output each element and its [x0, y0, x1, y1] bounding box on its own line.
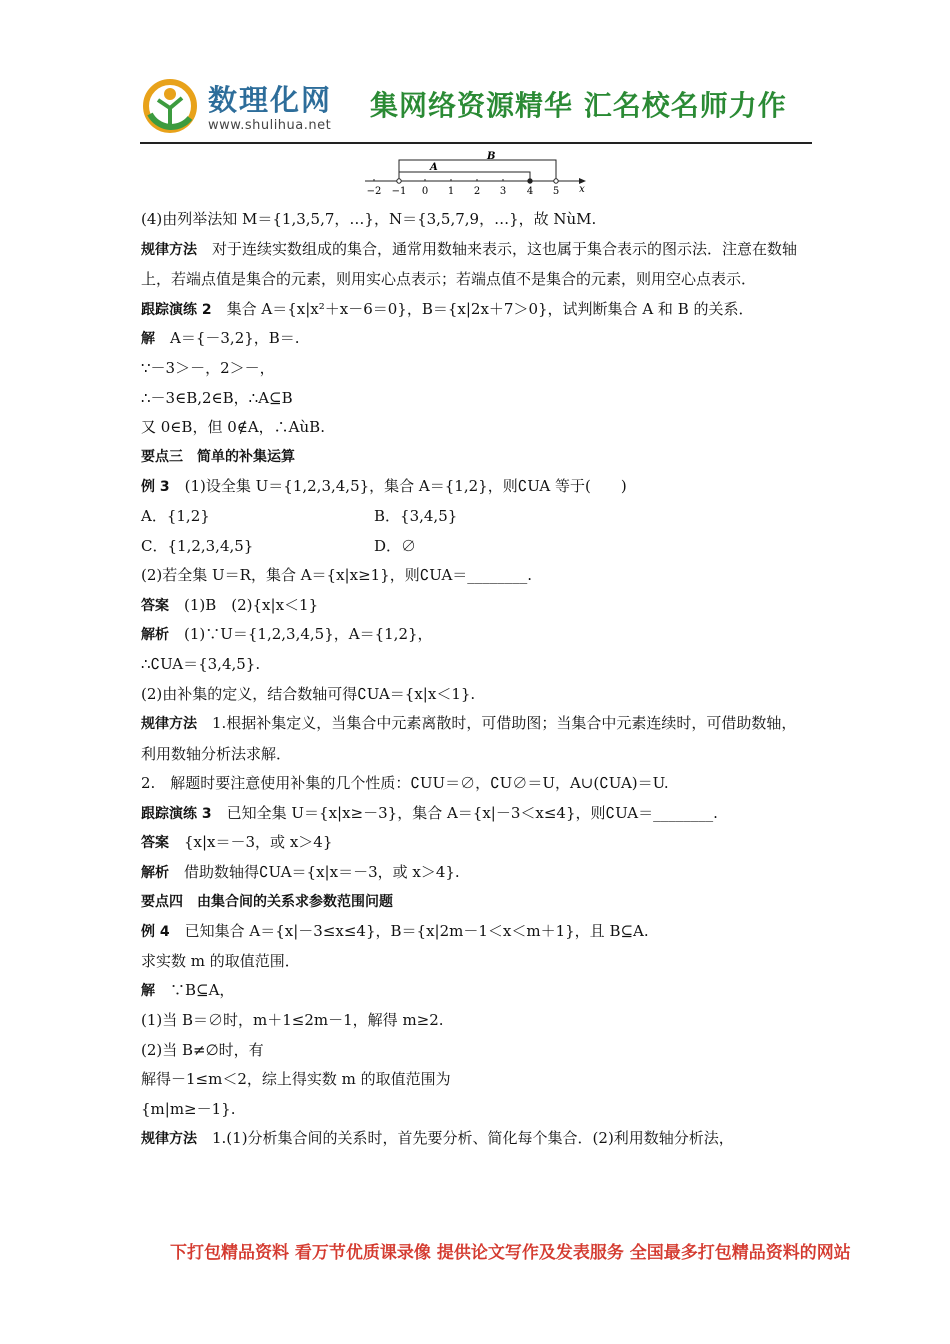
analysis-line [141, 858, 811, 888]
tick-label: −2 [366, 186, 382, 197]
tick-label: 0 [421, 186, 429, 197]
tick-label: 5 [552, 186, 560, 197]
method-paragraph [141, 235, 811, 295]
footer-banner[interactable]: 下打包精品资料 看万节优质课录像 提供论文写作及发表服务 全国最多打包精品资料的网站 [170, 1243, 851, 1263]
section-label: 解析 [141, 627, 169, 644]
analysis-line [141, 620, 811, 650]
section-label: 答案 [141, 597, 169, 614]
text-line: 解得－1≤m＜2，综上得实数 m 的取值范围为 [141, 1070, 451, 1089]
section-heading: 要点三 简单的补集运算 [141, 448, 295, 465]
text-line: 2. 解题时要注意使用补集的几个性质：∁UU＝∅，∁U∅＝U，A∪(∁UA)＝U. [141, 774, 669, 793]
text-line: {m|m≥－1}. [141, 1099, 236, 1118]
logo-icon [140, 74, 200, 134]
text-line: 已知集合 A＝{x|－3≤x≤4}，B＝{x|2m－1＜x＜m＋1}，且 B⊆A. [169, 922, 649, 941]
example-line [141, 472, 811, 502]
tick-label: 1 [447, 186, 455, 197]
section-label: 例 3 [141, 479, 170, 496]
text-line: (1)设全集 U＝{1,2,3,4,5}，集合 A＝{1,2}，则∁UA 等于( ) [169, 477, 627, 496]
section-label: 规律方法 [141, 1131, 197, 1148]
section-label: 解析 [141, 865, 169, 882]
text-line: (1)∵U＝{1,2,3,4,5}，A＝{1,2}， [169, 625, 433, 644]
answer-line [141, 591, 811, 621]
text-line: 对于连续实数组成的集合，通常用数轴来表示，这也属于集合表示的图示法．注意在数轴上，若端点值是集合的元素，则用实心点表示；若端点值不是集合的元素，则用空心点表示． [141, 239, 798, 289]
section-label: 跟踪演练 2 [141, 301, 212, 318]
tick-label: 2 [473, 186, 481, 197]
tick-label: 3 [499, 186, 507, 197]
section-label: 规律方法 [141, 241, 197, 258]
axis-label: x [579, 184, 585, 195]
solution-line [141, 324, 811, 354]
text-line: {x|x＝－3，或 x＞4} [169, 833, 333, 852]
option-a: A．{1,2} [141, 506, 210, 525]
solution-line [141, 976, 811, 1006]
text-line: ∴－3∈B,2∈B，∴A⊆B [141, 388, 293, 407]
set-b-label: B [487, 151, 496, 162]
brand-name: 数理化网 [208, 83, 333, 117]
number-line-diagram [360, 150, 600, 200]
text-line: 又 0∈B，但 0∉A，∴AùB. [141, 418, 325, 437]
text-line: A＝{－3,2}，B＝. [155, 329, 300, 348]
section-label: 解 [141, 983, 155, 1000]
section-label: 规律方法 [141, 716, 197, 733]
text-line: 1.(1)分析集合间的关系时，首先要分析、简化每个集合．(2)利用数轴分析法， [197, 1129, 734, 1148]
site-url[interactable]: www.shulihua.net [208, 118, 332, 133]
method-line [141, 1124, 811, 1154]
exercise-line [141, 799, 811, 829]
document-body [141, 205, 811, 1154]
text-line: (2)当 B≠∅时，有 [141, 1040, 264, 1059]
method-paragraph [141, 709, 811, 769]
text-line: ∵B⊆A， [155, 981, 235, 1000]
option-b: B．{3,4,5} [374, 506, 458, 525]
text-line: (1)B (2){x|x＜1} [169, 595, 319, 614]
text-line: 1.根据补集定义，当集合中元素离散时，可借助图；当集合中元素连续时，可借助数轴，利用数轴分析法求解． [141, 714, 797, 763]
answer-line [141, 828, 811, 858]
text-line: (2)若全集 U＝R，集合 A＝{x|x≥1}，则∁UA＝________. [141, 566, 533, 585]
text-line: 借助数轴得∁UA＝{x|x＝－3，或 x＞4}. [169, 863, 460, 882]
tick-label: 4 [526, 186, 534, 197]
tick-label: −1 [391, 186, 407, 197]
section-label: 解 [141, 331, 155, 348]
option-c: C．{1,2,3,4,5} [141, 536, 254, 555]
page-header [140, 70, 812, 142]
text-line: 已知全集 U＝{x|x≥－3}，集合 A＝{x|－3＜x≤4}，则∁UA＝________. [211, 803, 718, 822]
header-divider [140, 142, 812, 144]
text-line: 集合 A＝{x|x²＋x－6＝0}，B＝{x|2x＋7＞0}，试判断集合 A 和 B 的关系． [211, 299, 754, 318]
text-line: (4)由列举法知 M＝{1,3,5,7，…}，N＝{3,5,7,9，…}，故 NùM. [141, 210, 597, 228]
exercise-line [141, 295, 811, 325]
options-row [141, 532, 811, 562]
example-line [141, 917, 811, 947]
section-heading: 要点四 由集合间的关系求参数范围问题 [141, 893, 393, 910]
section-label: 例 4 [141, 924, 170, 941]
text-line: ∴∁UA＝{3,4,5}. [141, 654, 261, 673]
options-row [141, 502, 811, 532]
text-line: (2)由补集的定义，结合数轴可得∁UA＝{x|x＜1}. [141, 684, 476, 703]
option-d: D．∅ [374, 536, 417, 555]
section-label: 答案 [141, 835, 169, 852]
text-line: 求实数 m 的取值范围． [141, 951, 300, 970]
slogan: 集网络资源精华 汇名校名师力作 [370, 89, 787, 122]
set-a-label: A [430, 162, 438, 173]
text-line: (1)当 B＝∅时，m＋1≤2m－1，解得 m≥2. [141, 1011, 444, 1030]
text-line: ∵－3＞－，2＞－， [141, 358, 275, 377]
section-label: 跟踪演练 3 [141, 805, 212, 822]
